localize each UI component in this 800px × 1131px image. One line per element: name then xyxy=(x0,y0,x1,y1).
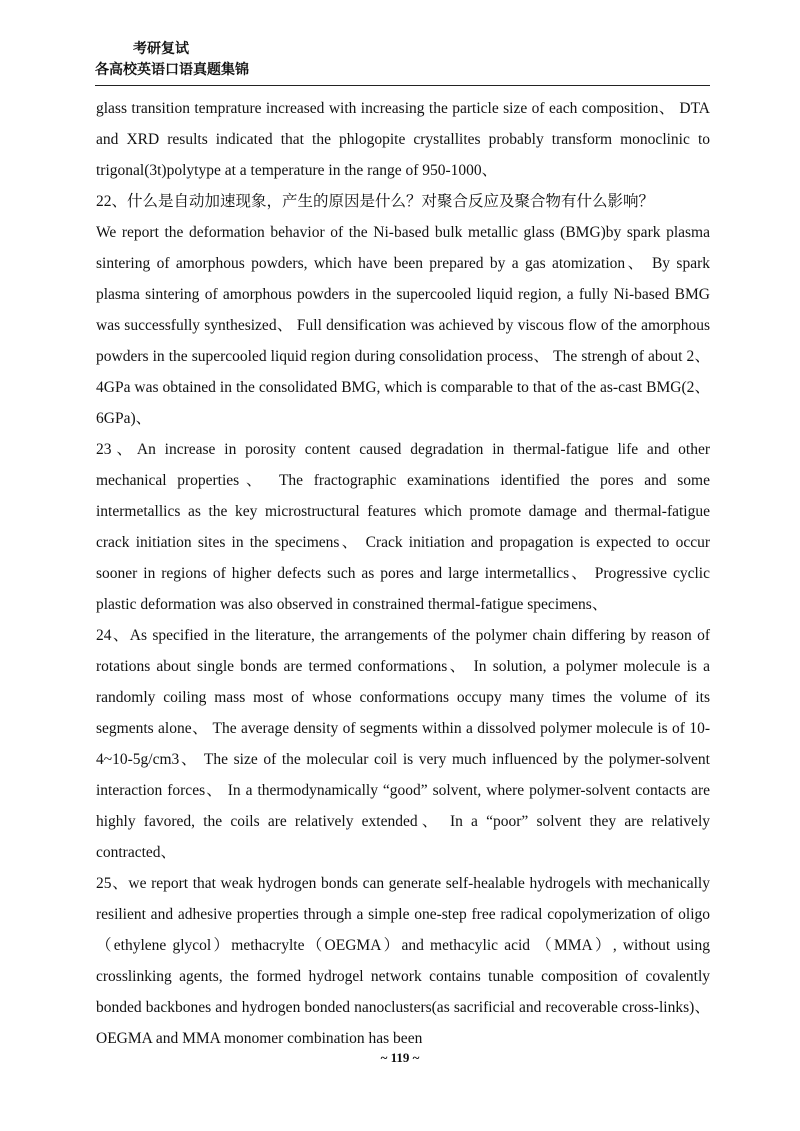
header-rule xyxy=(95,85,710,86)
document-body xyxy=(96,93,710,1054)
paragraph-22-english: We report the deformation behavior of the Ni-based bulk metallic glass (BMG)by spark plasma sintering of amorphous powders, which have been prepared by a gas atomization、 By spark plasma sintering of amorphous powders in the supercooled liquid region, a fully Ni-based BMG was successfully synthesized、 Full densification was achieved by viscous flow of the amorphous powders in the supercooled liquid region during consolidation process、 The strengh of about 2、4GPa was obtained in the consolidated BMG, which is comparable to that of the as-cast BMG(2、6GPa)、 xyxy=(96,224,710,427)
question-22: 22、什么是自动加速现象，产生的原因是什么？对聚合反应及聚合物有什么影响？ xyxy=(96,193,655,210)
paragraph-continuation: glass transition temprature increased with increasing the particle size of each composition、 DTA and XRD results indicated that the phlogopite crystallites probably transform monoclinic to trigonal(3t)polytype at a temperature in the range of 950-1000、 xyxy=(96,100,710,179)
question-25: 25、we report that weak hydrogen bonds can generate self-healable hydrogels with mechanically resilient and adhesive properties through a simple one-step free radical copolymerization of oligo（ethylene glycol）methacrylte（OEGMA）and methacylic acid （MMA）, without using crosslinking agents, the formed hydrogel network contains tunable composition of covalently bonded backbones and hydrogen bonded nanoclusters(as sacrificial and recoverable cross-links)、 OEGMA and MMA monomer combination has been xyxy=(96,875,710,1047)
question-23: 23、An increase in porosity content caused degradation in thermal-fatigue life and other mechanical properties、 The fractographic examinations identified the pores and some intermetallics as the key microstructural features which promote damage and thermal-fatigue crack initiation sites in the specimens、 Crack initiation and propagation is expected to occur sooner in regions of higher defects such as pores and large intermetallics、 Progressive cyclic plastic deformation was also observed in constrained thermal-fatigue specimens、 xyxy=(96,441,710,613)
page-number: ~ 119 ~ xyxy=(380,1050,420,1065)
header-title: 考研复试 xyxy=(133,41,189,57)
header-subtitle: 各高校英语口语真题集锦 xyxy=(95,62,249,78)
question-24: 24、As specified in the literature, the arrangements of the polymer chain differing by reason of rotations about single bonds are termed conformations、 In solution, a polymer molecule is a randomly coiling mass most of whose conformations occupy many times the volume of its segments alone、 The average density of segments within a dissolved polymer molecule is of 10-4~10-5g/cm3、 The size of the molecular coil is very much influenced by the polymer-solvent interaction forces、 In a thermodynamically “good” solvent, where polymer-solvent contacts are highly favored, the coils are relatively extended、 In a “poor” solvent they are relatively contracted、 xyxy=(96,627,710,861)
page-header xyxy=(95,40,710,80)
